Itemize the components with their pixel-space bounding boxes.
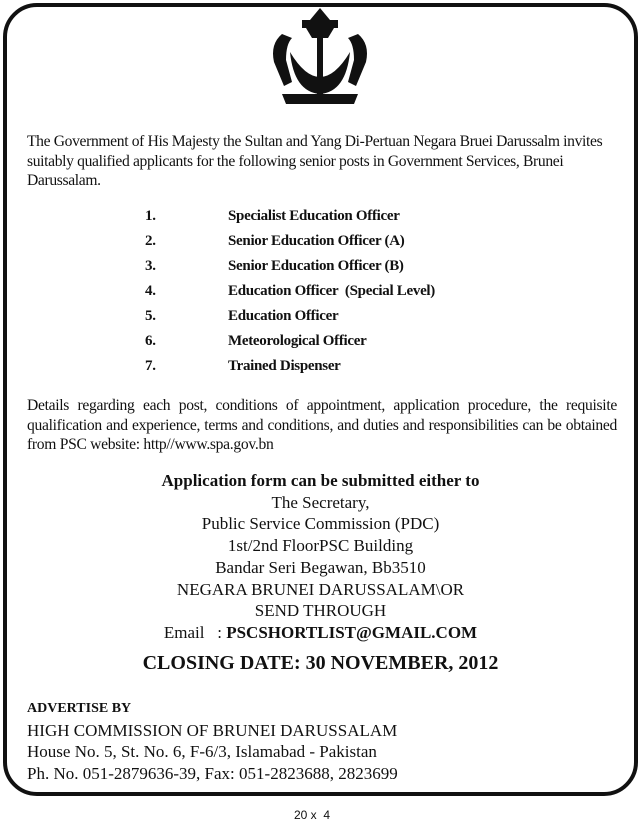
email-address[interactable]: PSCSHORTLIST@GMAIL.COM: [226, 622, 478, 642]
address-line: SEND THROUGH: [254, 601, 387, 621]
address-line: 1st/2nd FloorPSC Building: [227, 536, 414, 556]
intro-paragraph: The Government of His Majesty the Sultan and Yang Di-Pertuan Negara Bruei Darussalm invites suitably qualified applicants for the following senior posts in Government Services, Brunei Darussalam.: [27, 133, 603, 189]
list-item: 7. Trained Dispenser: [145, 358, 341, 374]
advertiser-line: House No. 5, St. No. 6, F-6/3, Islamabad - Pakistan: [27, 742, 377, 761]
list-item: 6. Meteorological Officer: [145, 333, 367, 349]
address-line: NEGARA BRUNEI DARUSSALAM\OR: [176, 579, 465, 599]
email-line: Email : PSCSHORTLIST@GMAIL.COM: [163, 622, 478, 642]
brunei-crest-emblem: [262, 4, 378, 116]
address-line: Public Service Commission (PDC): [201, 514, 440, 534]
posts-list: [145, 206, 435, 381]
application-heading: Application form can be submitted either to: [161, 471, 480, 490]
address-line: The Secretary,: [271, 492, 370, 512]
list-item: 1. Specialist Education Officer: [145, 208, 400, 224]
address-line: Bandar Seri Begawan, Bb3510: [215, 557, 426, 577]
details-paragraph: Details regarding each post, conditions of appointment, application procedure, the requisite qualification and experience, terms and conditions, and duties and responsibilities can be obtained from PSC website: http//www.spa.gov.bn: [27, 397, 617, 453]
closing-date: CLOSING DATE: 30 NOVEMBER, 2012: [142, 652, 499, 674]
advertiser-line: Ph. No. 051-2879636-39, Fax: 051-2823688, 2823699: [27, 763, 398, 783]
list-item: 2. Senior Education Officer (A): [145, 233, 405, 249]
advertiser-block: [27, 698, 398, 784]
ad-size-footer: 20 x 4: [293, 808, 331, 822]
list-item: 4. Education Officer (Special Level): [145, 283, 435, 299]
application-address: [0, 470, 641, 644]
advertiser-line: HIGH COMMISSION OF BRUNEI DARUSSALAM: [27, 720, 398, 740]
list-item: 3. Senior Education Officer (B): [145, 258, 404, 274]
list-item: 5. Education Officer: [145, 308, 339, 324]
advertiser-heading: ADVERTISE BY: [27, 701, 132, 716]
